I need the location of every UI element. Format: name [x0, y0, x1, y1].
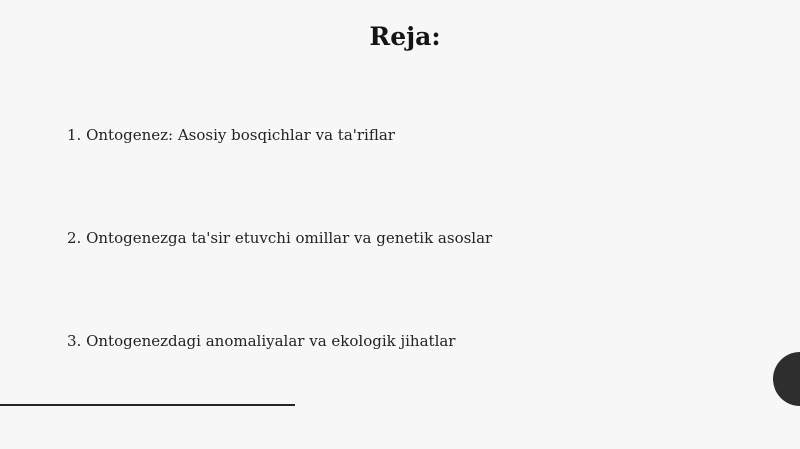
- plan-item: 1. Ontogenez: Asosiy bosqichlar va ta'riflar: [67, 126, 395, 144]
- decorative-divider-line: [0, 404, 295, 406]
- plan-item: 2. Ontogenezga ta'sir etuvchi omillar va genetik asoslar: [67, 229, 493, 247]
- slide-title: Reja:: [369, 22, 441, 51]
- plan-item: 3. Ontogenezdagi anomaliyalar va ekologik jihatlar: [67, 332, 456, 350]
- decorative-circle: [773, 352, 800, 406]
